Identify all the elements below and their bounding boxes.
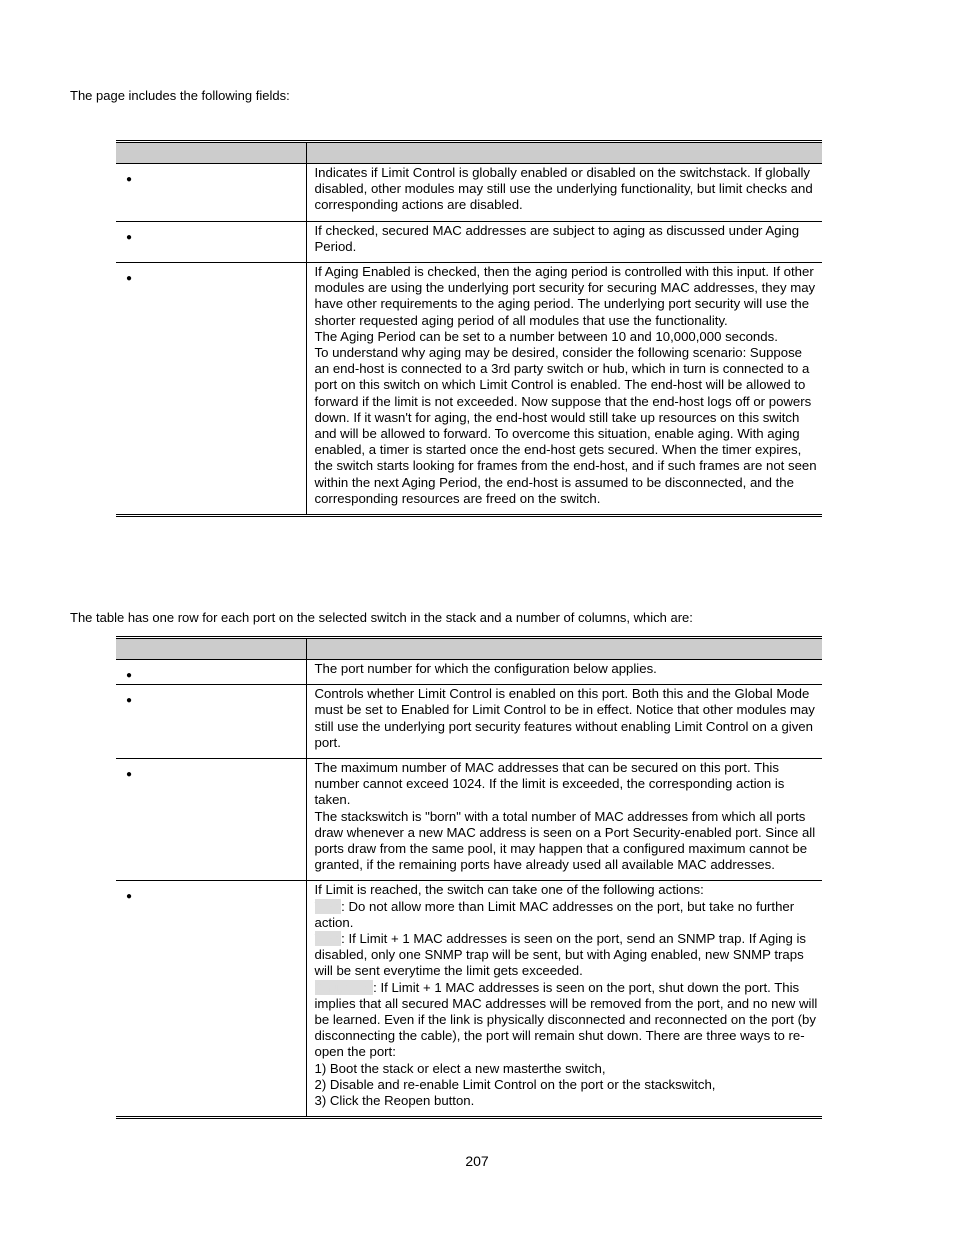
option-2-label: Trap: [314, 931, 342, 947]
port-config-table: [116, 636, 822, 1119]
description-paragraph: The maximum number of MAC addresses that can be secured on this port. This number cannot exceed 1024. If the limit is exceeded, the corresponding action is taken.: [314, 760, 785, 808]
action-intro: If Limit is reached, the switch can take one of the following actions:: [314, 882, 704, 898]
table-row: [116, 759, 822, 881]
bullet-icon: [126, 230, 136, 246]
header-cell-description: [306, 638, 822, 660]
field-name-cell: [116, 881, 306, 1118]
field-name-cell: [116, 685, 306, 759]
field-name-cell: [116, 660, 306, 685]
field-description-cell: [306, 263, 822, 516]
action-option-1: Trap: Do not allow more than Limit MAC addresses on the port, but take no further action.: [314, 898, 795, 930]
header-cell-description: [306, 142, 822, 164]
option-3-label: Shutdown: [314, 979, 374, 995]
option-1-label: Trap: [314, 898, 342, 914]
field-name-cell: [116, 164, 306, 222]
field-name-cell: [116, 759, 306, 881]
global-config-table: [116, 140, 822, 517]
field-name-cell: [116, 263, 306, 516]
action-option-3: Shutdown: If Limit + 1 MAC addresses is seen on the port, shut down the port. This implies that all secured MAC addresses will be removed from the port, and no new will be learned. Even if the link is physically disconnected and reconnected on the port (by disconnecting the cable), the port will remain shut down. There are three ways to re-open the port:: [314, 979, 818, 1060]
reopen-step-2: 2) Disable and re-enable Limit Control on the port or the stackswitch,: [314, 1076, 716, 1092]
reopen-step-3: 3) Click the Reopen button.: [314, 1093, 475, 1109]
description-paragraph: The Aging Period can be set to a number between 10 and 10,000,000 seconds.: [314, 328, 778, 344]
table-row: [116, 164, 822, 222]
action-option-2: Trap: If Limit + 1 MAC addresses is seen on the port, send an SNMP trap. If Aging is disabled, only one SNMP trap will be sent, but with Aging enabled, new SNMP traps will be sent everytime the limit gets exceeded.: [314, 931, 806, 979]
header-cell-object: [116, 638, 306, 660]
description-paragraph: The port number for which the configuration below applies.: [314, 661, 657, 676]
table-row: [116, 221, 822, 262]
field-description-cell: [306, 759, 822, 881]
description-paragraph: If Aging Enabled is checked, then the aging period is controlled with this input. If other modules are using the underlying port security for securing MAC addresses, they may have other requirements to the aging period. The underlying port security will use the shorter requested aging period of all modules that use the functionality.: [314, 264, 816, 328]
description-paragraph: Indicates if Limit Control is globally enabled or disabled on the switchstack. If globally disabled, other modules may still use the underlying functionality, but limit checks and corresponding actions are disabled.: [314, 165, 813, 213]
reopen-step-1: 1) Boot the stack or elect a new masterthe switch,: [314, 1060, 606, 1076]
description-paragraph: Controls whether Limit Control is enabled on this port. Both this and the Global Mode must be set to Enabled for Limit Control to be in effect. Notice that other modules may still use the underlying port security features without enabling Limit Control on a given port.: [314, 686, 815, 750]
bullet-icon: [126, 767, 136, 783]
intro-text-columns: The table has one row for each port on the selected switch in the stack and a number of columns, which are:: [70, 610, 693, 625]
field-description-cell: [306, 881, 822, 1118]
field-description-cell: [306, 660, 822, 685]
intro-text-fields: The page includes the following fields:: [70, 88, 290, 103]
field-description-cell: [306, 164, 822, 222]
field-name-cell: [116, 221, 306, 262]
table-row: [116, 881, 822, 1118]
table-row: [116, 660, 822, 685]
table-header-row: [116, 142, 822, 164]
bullet-icon: [126, 271, 136, 287]
description-paragraph: To understand why aging may be desired, consider the following scenario: Suppose an end-host is connected to a 3rd party switch or hub, which in turn is connected to a port on this switch on which Limit Control is enabled. The end-host will be allowed to forward if the limit is not exceeded. Now suppose that the end-host logs off or powers down. If it wasn't for aging, the end-host would still take up resources on this switch and will be allowed to forward. To overcome this situation, enable aging. With aging enabled, a timer is started once the end-host gets secured. When the timer expires, the switch starts looking for frames from the end-host, and if such frames are not seen within the next Aging Period, the end-host is assumed to be disconnected, and the corresponding resources are freed on the switch.: [314, 345, 817, 506]
description-paragraph: If checked, secured MAC addresses are subject to aging as discussed under Aging Period.: [314, 222, 800, 254]
table-row: [116, 685, 822, 759]
bullet-icon: [126, 889, 136, 905]
bullet-icon: [126, 172, 136, 188]
bullet-icon: [126, 668, 136, 684]
table-row: [116, 263, 822, 516]
field-description-cell: [306, 685, 822, 759]
description-paragraph: The stackswitch is "born" with a total number of MAC addresses from which all ports draw whenever a new MAC address is seen on a Port Security-enabled port. Since all ports draw from the same pool, it may happen that a configured maximum cannot be granted, if the remaining ports have already used all available MAC addresses.: [314, 808, 816, 873]
page-number: 207: [465, 1153, 489, 1169]
field-description-cell: [306, 221, 822, 262]
bullet-icon: [126, 693, 136, 709]
table-header-row: [116, 638, 822, 660]
header-cell-object: [116, 142, 306, 164]
